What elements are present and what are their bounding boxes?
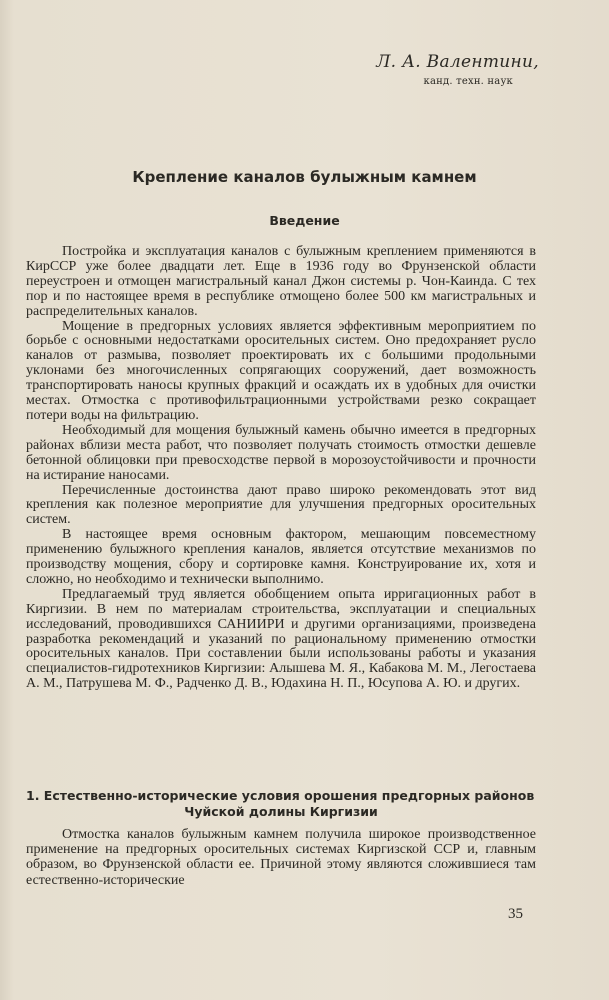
chapter-heading-line2: Чуйской долины Киргизии <box>184 804 378 819</box>
author-degree: канд. техн. наук <box>423 76 513 87</box>
intro-body <box>26 245 536 692</box>
article-title: Крепление каналов булыжным камнем <box>132 168 477 186</box>
chapter-heading-line1: 1. Естественно-исторические условия орошения предгорных районов <box>26 788 535 803</box>
paragraph: В настоящее время основным фактором, мешающим повсеместному применению булыжного крепления каналов, является отсутствие механизмов по производству мощения, сбору и сортировке камня. Конструирование их, хотя и сложно, но необходимо и технически выполнимо. <box>26 527 536 587</box>
paragraph: Предлагаемый труд является обобщением опыта ирригационных работ в Киргизии. В нем по материалам строительства, эксплуатации и специальных исследований, проводившихся САНИИРИ и другими организациями, произведена разработка рекомендаций и указаний по рациональному применению отмостки оросительных каналов. При составлении были использованы работы и указания специалистов-гидротехников Киргизии: Алышева М. Я., Кабакова М. М., Легостаева А. М., Патрушева М. Ф., Радченко Д. В., Юдахина Н. П., Юсупова А. Ю. и других. <box>26 586 536 692</box>
paragraph: Необходимый для мощения булыжный камень обычно имеется в предгорных районах вблизи места работ, что позволяет получать стоимость отмостки дешевле бетонной облицовки при превосходстве первой в морозоустойчивости и прочности на истирание наносами. <box>26 422 536 483</box>
paragraph: Мощение в предгорных условиях является эффективным мероприятием по борьбе с основными недостатками оросительных систем. Оно предохраняет русло каналов от размыва, позволяет проектировать их с большими продольными уклонами без многочисленных сопрягающих сооружений, дает возможность транспортировать наносы крупных фракций и осаждать их в удобных для очистки местах. Отмостка с противофильтрационными устройствами резко сокращает потери воды на фильтрацию. <box>26 318 536 423</box>
author-name: Л. А. Валентини, <box>376 52 539 72</box>
paragraph: Постройка и эксплуатация каналов с булыжным креплением применяются в КирССР уже более двадцати лет. Еще в 1936 году во Фрунзенской области переустроен и отмощен магистральный канал Джон системы р. Чон-Каинда. С тех пор и по настоящее время в республике отмощено более 500 км магистральных и распределительных каналов. <box>26 244 536 319</box>
section-heading-intro: Введение <box>269 213 340 228</box>
paragraph: Отмостка каналов булыжным камнем получила широкое производственное применение на предгорных оросительных системах Киргизской ССР и, главным образом, во Фрунзенской области ее. Причиной этому являются сложившиеся там естественно-исторические <box>26 827 536 888</box>
chapter-heading <box>26 788 536 820</box>
page-number: 35 <box>508 906 523 922</box>
chapter-body <box>26 827 536 888</box>
paragraph: Перечисленные достоинства дают право широко рекомендовать этот вид крепления как полезное мероприятие для улучшения предгорных оросительных систем. <box>26 482 536 528</box>
